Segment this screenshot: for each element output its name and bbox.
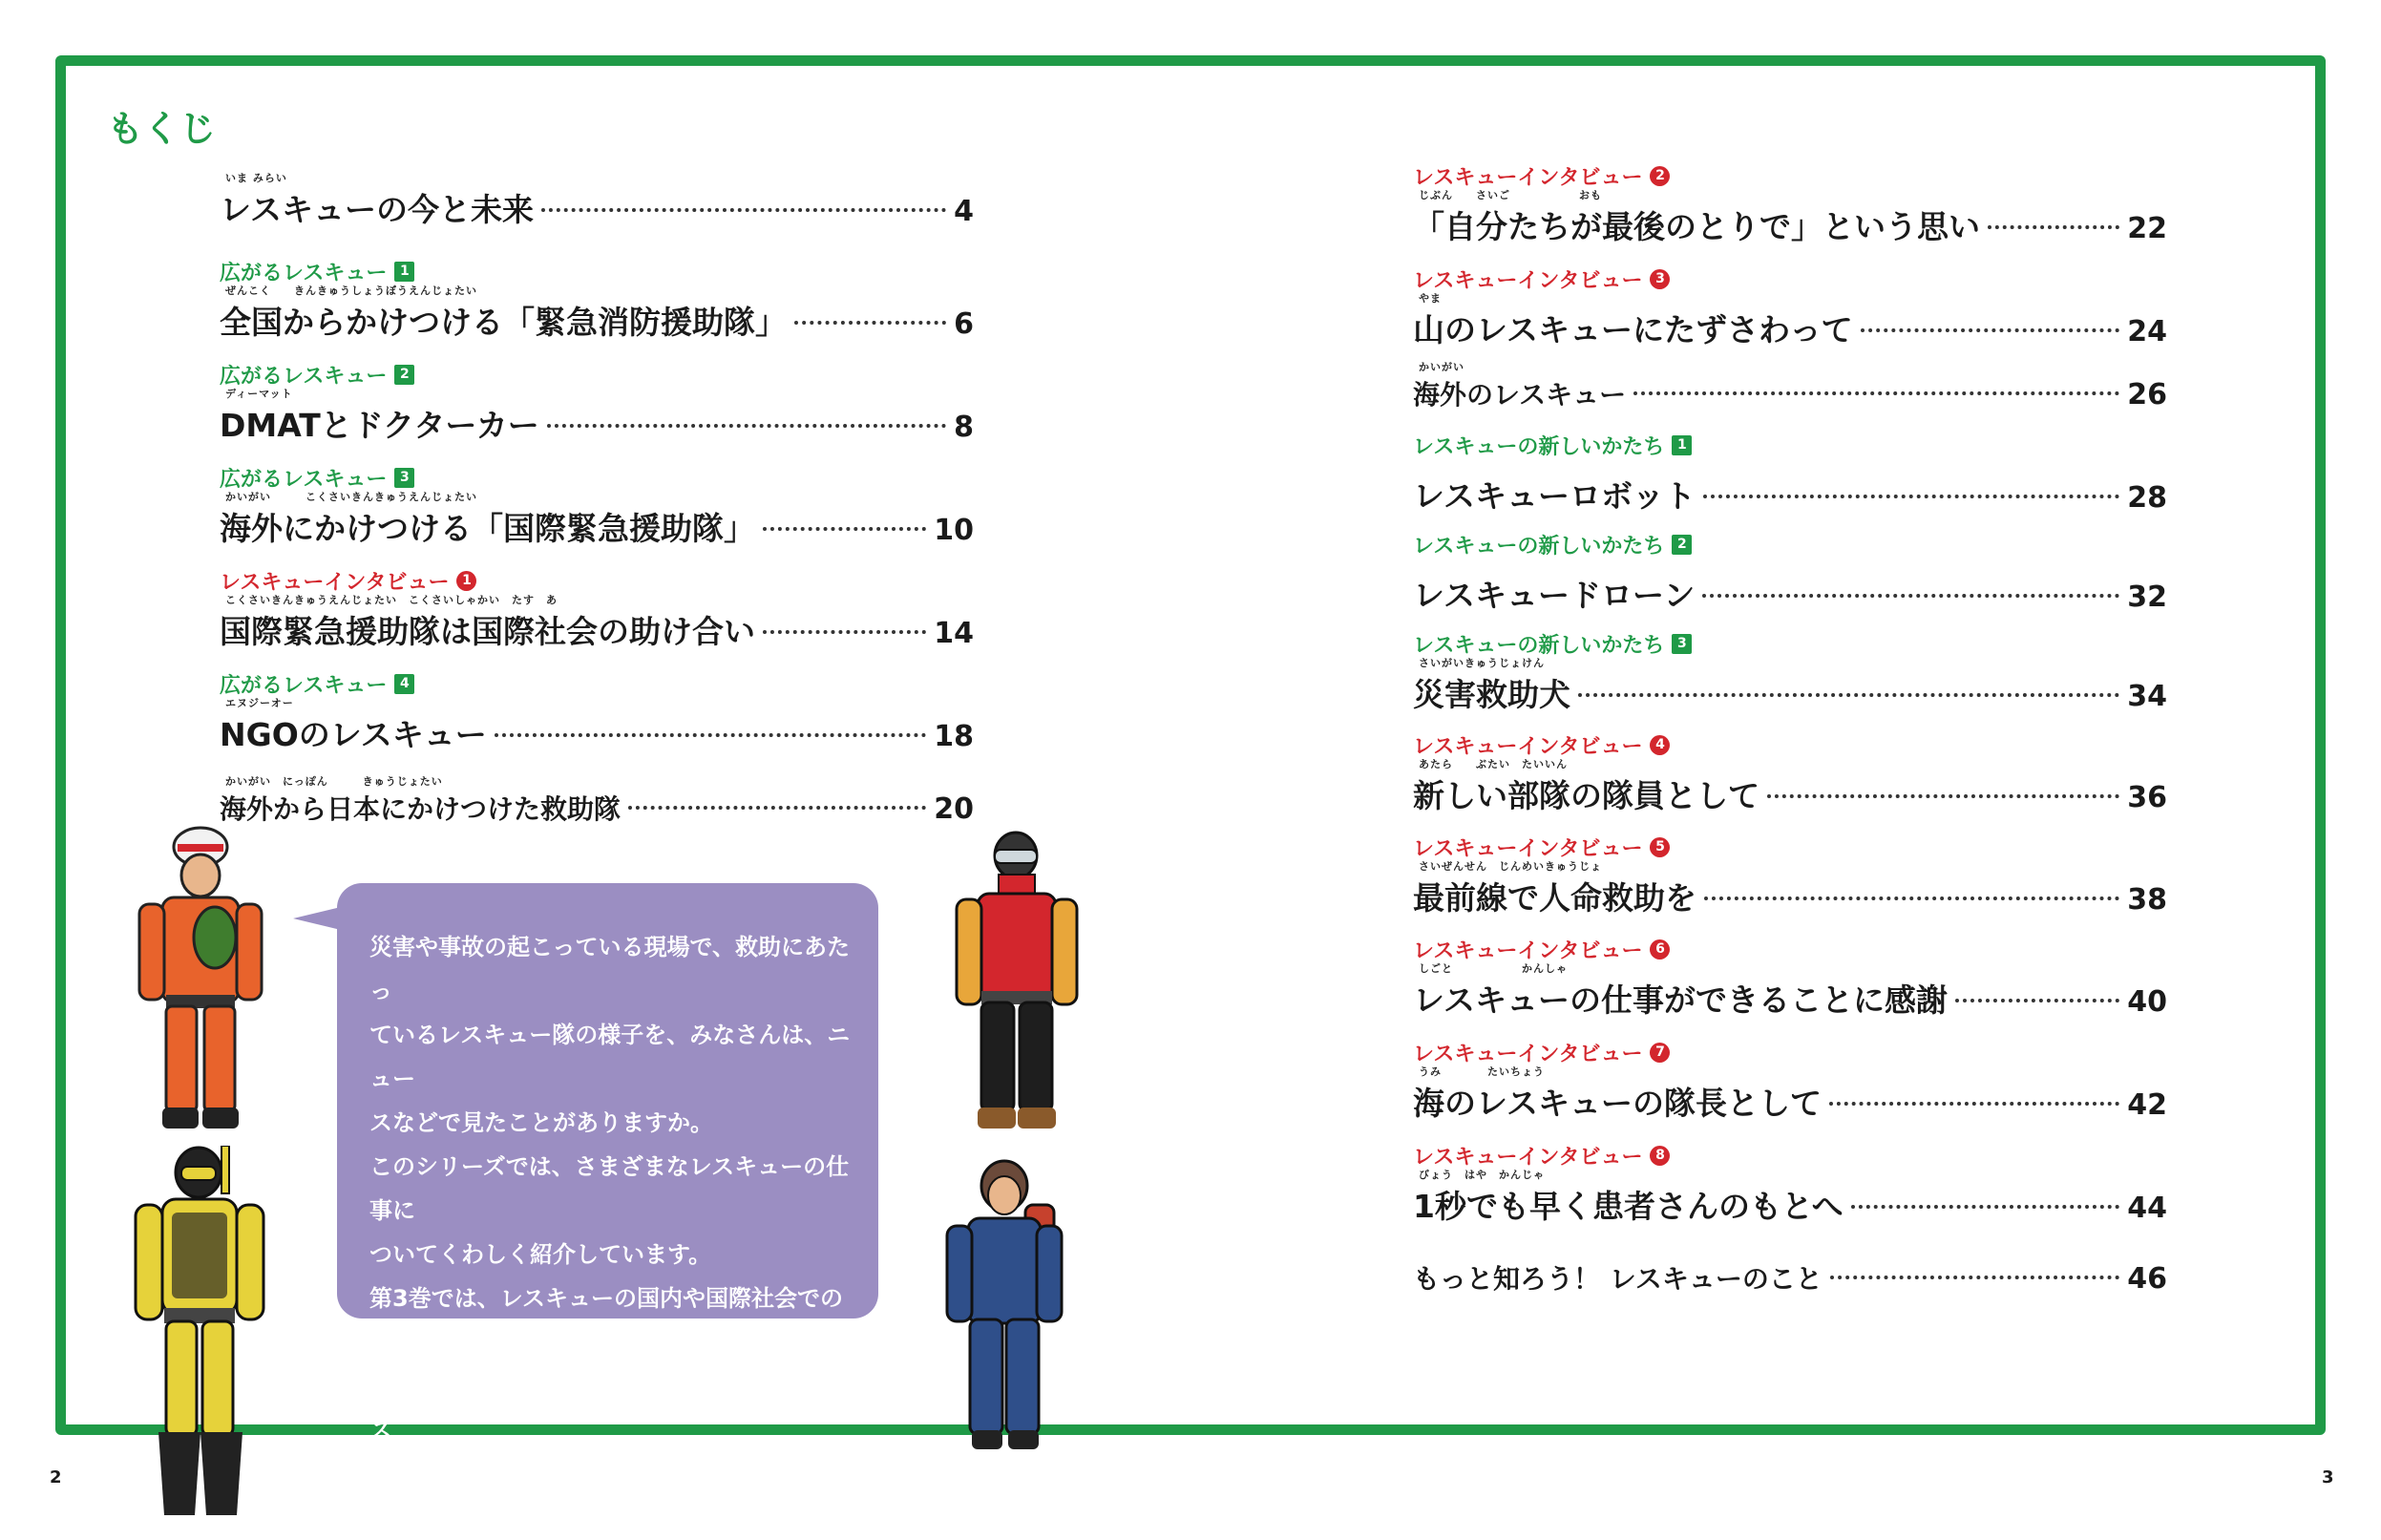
toc-entry-category — [1413, 731, 2167, 758]
toc-entry-line — [220, 185, 974, 230]
leader-dots — [1704, 897, 2119, 900]
toc-entry-page: 42 — [2127, 1088, 2167, 1122]
leader-dots — [1767, 794, 2119, 798]
toc-entry[interactable] — [1413, 531, 2167, 616]
toc-entry-line — [1413, 771, 2167, 816]
category-number-badge: 1 — [1672, 435, 1692, 455]
toc-entry-category — [1413, 1039, 2167, 1065]
toc-entry-title: 1秒でも早く患者さんのもとへ — [1413, 1188, 1844, 1225]
diver-illustration — [115, 1146, 286, 1515]
toc-entry-title: レスキューロボット — [1413, 477, 1696, 515]
category-label: レスキューの新しいかたち — [1413, 633, 1665, 658]
toc-entry-page: 40 — [2127, 985, 2167, 1019]
category-number-badge: 3 — [394, 468, 414, 488]
toc-entry-page: 6 — [954, 307, 974, 341]
toc-entry[interactable] — [220, 172, 974, 230]
bubble-line: 災害や事故の起こっている現場で、救助にあたっ — [369, 934, 851, 1004]
toc-entry-category — [1413, 936, 2167, 962]
furigana: こくさいきんきゅうえんじょたい こくさいしゃかい たす あ — [225, 594, 558, 606]
toc-entry-page: 46 — [2127, 1262, 2167, 1296]
bubble-line: ついてくわしく紹介しています。 — [369, 1241, 712, 1268]
leader-dots — [1703, 495, 2119, 498]
toc-entry-page: 32 — [2127, 580, 2167, 614]
toc-entry[interactable] — [220, 775, 974, 827]
category-number-badge: 4 — [1650, 735, 1670, 755]
toc-entry-category — [1413, 265, 2167, 292]
toc-entry-title: 海外にかけつける「国際緊急援助隊」 — [220, 510, 755, 547]
toc-entry-title: 海外から日本にかけつけた救助隊 — [220, 793, 622, 825]
toc-entry-line — [1413, 472, 2167, 517]
furigana: かいがい にっぽん きゅうじょたい — [225, 775, 443, 788]
furigana: さいがいきゅうじょけん — [1419, 657, 1545, 669]
toc-entry-category — [220, 258, 974, 285]
furigana: うみ たいちょう — [1419, 1065, 1545, 1078]
toc-entry-line — [220, 710, 974, 755]
bubble-line: キューの仕事をしている人に話を聞いてみましょう。 — [369, 1461, 851, 1531]
toc-entry-page: 22 — [2127, 212, 2167, 245]
category-number-badge: 7 — [1650, 1043, 1670, 1063]
category-number-badge: 2 — [1672, 535, 1692, 555]
toc-entry-title: レスキュードローン — [1413, 577, 1696, 614]
furigana: やま — [1419, 292, 1442, 305]
toc-entry-category — [220, 464, 974, 491]
intro-speech-bubble — [337, 883, 878, 1531]
toc-entry-line — [1413, 874, 2167, 918]
category-number-badge: 2 — [394, 365, 414, 385]
toc-entry-category — [220, 361, 974, 388]
toc-entry-title: もっと知ろう！ レスキューのこと — [1413, 1263, 1823, 1295]
toc-entry-category — [1413, 630, 2167, 657]
category-label: レスキューインタビュー — [1413, 734, 1643, 759]
toc-entry-page: 34 — [2127, 680, 2167, 713]
toc-entry[interactable] — [1413, 265, 2167, 350]
category-label: レスキューインタビュー — [1413, 1145, 1643, 1170]
furigana: ぜんこく きんきゅうしょうぼうえんじょたい — [225, 285, 477, 297]
bubble-line: このシリーズでは、さまざまなレスキューの仕事に — [369, 1153, 850, 1224]
toc-entry-page: 14 — [934, 617, 974, 650]
leader-dots — [1578, 693, 2119, 697]
toc-entry-category — [1413, 162, 2167, 189]
toc-entry[interactable] — [1413, 936, 2167, 1021]
furigana: かいがい こくさいきんきゅうえんじょたい — [225, 491, 477, 503]
toc-entry[interactable] — [1413, 833, 2167, 918]
toc-entry-line — [220, 789, 974, 827]
toc-entry[interactable] — [220, 258, 974, 343]
bubble-line: スなどで見たことがありますか。 — [369, 1109, 713, 1136]
toc-entry[interactable] — [1413, 162, 2167, 247]
leader-dots — [628, 806, 926, 810]
toc-entry-page: 10 — [934, 514, 974, 547]
category-number-badge: 8 — [1650, 1146, 1670, 1166]
leader-dots — [1851, 1205, 2120, 1209]
furigana — [1413, 458, 2167, 472]
furigana: かいがい — [1419, 361, 1464, 373]
toc-entry-line — [1413, 306, 2167, 350]
category-label: レスキューインタビュー — [220, 570, 450, 595]
category-number-badge: 4 — [394, 674, 414, 694]
firefighter-illustration — [124, 823, 277, 1138]
toc-entry-title: 最前線で人命救助を — [1413, 879, 1696, 917]
leader-dots — [794, 321, 946, 325]
toc-entry-category — [1413, 833, 2167, 860]
toc-entry-title: 新しい部隊の隊員として — [1413, 777, 1759, 814]
toc-entry-title: レスキューの仕事ができることに感謝 — [1413, 981, 1949, 1019]
toc-entry-line — [220, 298, 974, 343]
toc-entry[interactable] — [220, 361, 974, 446]
category-number-badge: 3 — [1650, 269, 1670, 289]
category-number-badge: 6 — [1650, 939, 1670, 960]
toc-entry-page: 36 — [2127, 781, 2167, 814]
category-number-badge: 1 — [456, 571, 476, 591]
toc-entry[interactable] — [220, 670, 974, 755]
category-number-badge: 5 — [1650, 837, 1670, 857]
category-number-badge: 1 — [394, 262, 414, 282]
category-label: レスキューインタビュー — [1413, 836, 1643, 861]
toc-entry-line — [1413, 1079, 2167, 1124]
toc-entry-line — [1413, 1182, 2167, 1227]
toc-entry-page: 44 — [2127, 1192, 2167, 1225]
toc-entry[interactable] — [1413, 1142, 2167, 1227]
toc-entry-line — [1413, 670, 2167, 715]
category-label: 広がるレスキュー — [220, 467, 388, 492]
toc-entry-line — [1413, 571, 2167, 616]
toc-entry-page: 4 — [954, 195, 974, 228]
toc-entry[interactable] — [1413, 432, 2167, 517]
rescue-worker-illustration — [934, 1157, 1077, 1453]
category-label: レスキューの新しいかたち — [1413, 434, 1665, 459]
furigana — [1413, 558, 2167, 571]
toc-entry-category — [1413, 531, 2167, 558]
mountain-rescuer-illustration — [945, 829, 1088, 1134]
furigana — [1413, 1245, 2167, 1258]
furigana: エヌジーオー — [225, 697, 294, 709]
leader-dots — [547, 424, 946, 428]
toc-entry-title: 海のレスキューの隊長として — [1413, 1085, 1823, 1122]
bubble-line: 第3巻では、レスキューの国内や国際社会での協 — [369, 1285, 843, 1356]
leader-dots — [763, 527, 926, 531]
toc-entry-line — [1413, 1258, 2167, 1297]
leader-dots — [1988, 225, 2119, 229]
category-label: レスキューインタビュー — [1413, 939, 1643, 963]
toc-entry-line — [220, 401, 974, 446]
category-label: レスキューインタビュー — [1413, 268, 1643, 293]
toc-entry-title: 全国からかけつける「緊急消防援助隊」 — [220, 304, 787, 341]
speech-bubble-tail — [293, 907, 341, 930]
toc-entry-title: DMATとドクターカー — [220, 407, 539, 444]
furigana: じぶん さいご おも — [1419, 189, 1602, 201]
leader-dots — [1829, 1102, 2119, 1106]
category-label: 広がるレスキュー — [220, 673, 388, 698]
toc-entry[interactable] — [1413, 1245, 2167, 1297]
toc-entry-page: 8 — [954, 411, 974, 444]
category-label: レスキューインタビュー — [1413, 1042, 1643, 1066]
toc-entry-page: 38 — [2127, 883, 2167, 917]
toc-entry-category — [220, 670, 974, 697]
toc-entry[interactable] — [1413, 1039, 2167, 1124]
category-label: 広がるレスキュー — [220, 261, 388, 285]
toc-entry-title: 災害救助犬 — [1413, 676, 1570, 713]
leader-dots — [1861, 328, 2120, 332]
toc-entry-title: レスキューの今と未来 — [220, 191, 535, 228]
toc-entry-line — [1413, 976, 2167, 1021]
toc-entry-title: NGOのレスキュー — [220, 716, 487, 753]
furigana: びょう はや かんじゃ — [1419, 1169, 1545, 1181]
furigana: ディーマット — [225, 388, 293, 400]
toc-title: もくじ — [107, 108, 217, 150]
leader-dots — [1830, 1276, 2119, 1279]
toc-entry-title: 山のレスキューにたずさわって — [1413, 311, 1853, 348]
toc-entry-title: 海外のレスキュー — [1413, 379, 1627, 411]
furigana: いま みらい — [225, 172, 287, 184]
bubble-line: 力や新しい技術を見ていきましょう。また、レス — [369, 1373, 851, 1444]
toc-entry[interactable] — [1413, 630, 2167, 715]
toc-entry-title: 「自分たちが最後のとりで」という思い — [1413, 208, 1980, 245]
leader-dots — [1702, 594, 2119, 598]
category-label: 広がるレスキュー — [220, 364, 388, 389]
toc-entry[interactable] — [1413, 361, 2167, 412]
furigana: さいぜんせん じんめいきゅうじょ — [1419, 860, 1602, 873]
category-number-badge: 3 — [1672, 634, 1692, 654]
leader-dots — [541, 208, 946, 212]
leader-dots — [763, 630, 926, 634]
category-label: レスキューインタビュー — [1413, 165, 1643, 190]
furigana: あたら ぶたい たいいん — [1419, 758, 1568, 770]
category-label: レスキューの新しいかたち — [1413, 534, 1665, 559]
toc-entry-line — [1413, 202, 2167, 247]
toc-entry-category — [1413, 1142, 2167, 1169]
toc-entry[interactable] — [220, 567, 974, 652]
toc-entry-page: 26 — [2127, 378, 2167, 411]
leader-dots — [1955, 999, 2119, 1002]
leader-dots — [495, 733, 926, 737]
toc-entry-line — [1413, 374, 2167, 412]
furigana: しごと かんしゃ — [1419, 962, 1568, 975]
page-number-right: 3 — [2322, 1467, 2334, 1487]
toc-entry-page: 24 — [2127, 315, 2167, 348]
toc-entry-line — [220, 607, 974, 652]
bubble-line: ているレスキュー隊の様子を、みなさんは、ニュー — [369, 1022, 851, 1092]
toc-entry-page: 20 — [934, 792, 974, 826]
toc-entry[interactable] — [220, 464, 974, 549]
toc-entry[interactable] — [1413, 731, 2167, 816]
toc-entry-page: 18 — [934, 720, 974, 753]
toc-entry-page: 28 — [2127, 481, 2167, 515]
leader-dots — [1633, 391, 2119, 395]
toc-entry-category — [220, 567, 974, 594]
toc-entry-category — [1413, 432, 2167, 458]
category-number-badge: 2 — [1650, 166, 1670, 186]
toc-entry-line — [220, 504, 974, 549]
page-number-left: 2 — [50, 1467, 62, 1487]
toc-entry-title: 国際緊急援助隊は国際社会の助け合い — [220, 613, 755, 650]
